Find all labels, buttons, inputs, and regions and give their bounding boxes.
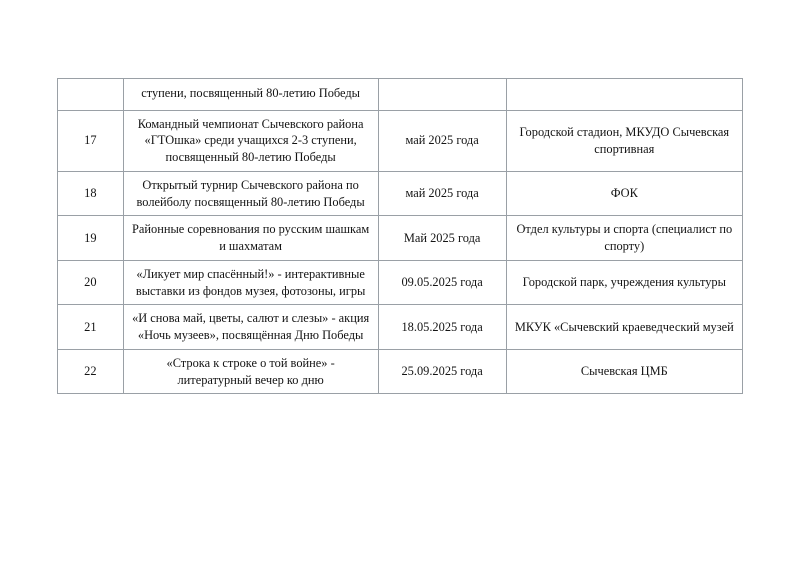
table-body [58,79,743,394]
cell-event-name: ступени, посвященный 80-летию Победы [123,79,378,111]
cell-number: 18 [58,171,124,215]
table-row [58,349,743,393]
cell-place: Сычевская ЦМБ [506,349,742,393]
cell-date: 25.09.2025 года [378,349,506,393]
cell-number: 22 [58,349,124,393]
table-row [58,216,743,260]
cell-place: Отдел культуры и спорта (специалист по спорту) [506,216,742,260]
cell-number [58,79,124,111]
cell-number: 21 [58,305,124,349]
cell-place: Городской стадион, МКУДО Сычевская спортивная [506,110,742,171]
cell-date [378,79,506,111]
cell-place: Городской парк, учреждения культуры [506,260,742,304]
events-table [57,78,743,394]
cell-event-name: «Строка к строке о той войне» - литературный вечер ко дню [123,349,378,393]
cell-place: ФОК [506,171,742,215]
cell-date: 09.05.2025 года [378,260,506,304]
cell-number: 17 [58,110,124,171]
table-row [58,110,743,171]
cell-date: Май 2025 года [378,216,506,260]
cell-event-name: Открытый турнир Сычевского района по волейболу посвященный 80-летию Победы [123,171,378,215]
table-row [58,171,743,215]
cell-number: 20 [58,260,124,304]
cell-event-name: «Ликует мир спасённый!» - интерактивные выставки из фондов музея, фотозоны, игры [123,260,378,304]
cell-event-name: Районные соревнования по русским шашкам и шахматам [123,216,378,260]
cell-place [506,79,742,111]
cell-number: 19 [58,216,124,260]
table-row [58,79,743,111]
cell-date: май 2025 года [378,110,506,171]
cell-date: май 2025 года [378,171,506,215]
table-row [58,305,743,349]
cell-date: 18.05.2025 года [378,305,506,349]
cell-event-name: «И снова май, цветы, салют и слезы» - акция «Ночь музеев», посвящённая Дню Победы [123,305,378,349]
table-row [58,260,743,304]
cell-place: МКУК «Сычевский краеведческий музей [506,305,742,349]
cell-event-name: Командный чемпионат Сычевского района «ГТОшка» среди учащихся 2-3 ступени, посвященный 80-летию Победы [123,110,378,171]
